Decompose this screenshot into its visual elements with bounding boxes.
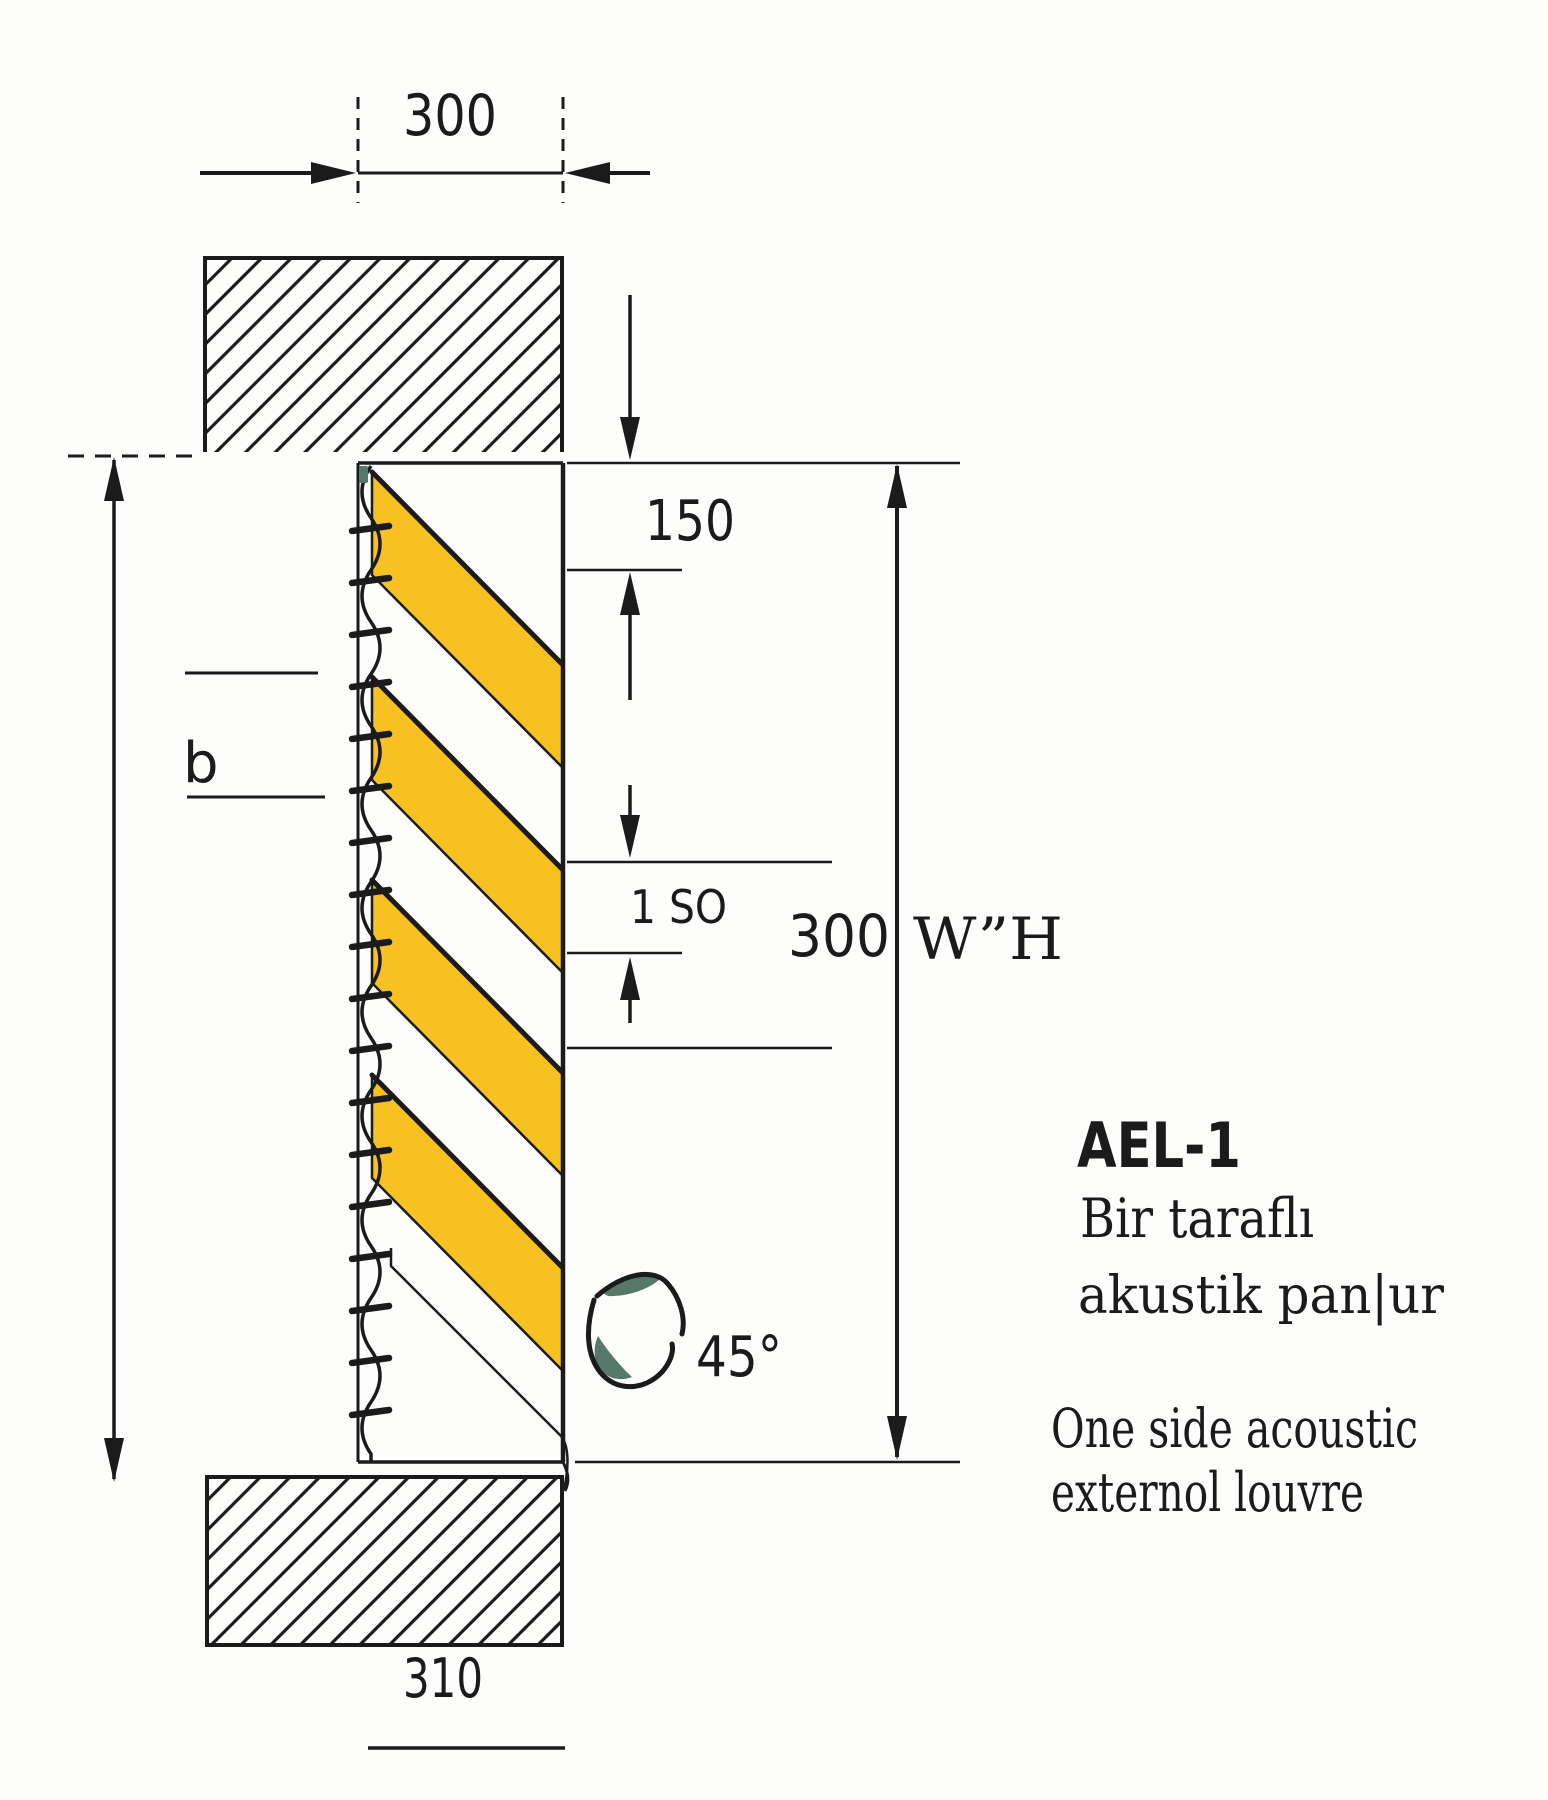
section-b-label [183,673,325,797]
title-turkish-line1: Bir taraflı [1080,1187,1314,1250]
left-height-dimension [104,457,124,1482]
top-width-dimension [200,83,650,203]
item-code: AEL-1 [1077,1109,1241,1182]
arrowhead-up-icon [620,957,640,1000]
dimension-label-opening-width: 300 [403,83,497,149]
blade-angle-annotation [391,1248,782,1490]
title-english-line2: externol louvre [1051,1461,1364,1524]
dimension-label-module-height: 300 [788,902,890,970]
wall-hatch [205,258,562,452]
arrowhead-up-icon [104,457,124,501]
bottom-sill-block [207,1477,565,1748]
sill-hatch [207,1477,562,1645]
dimension-label-blade-pitch: 1 SO [630,880,727,934]
louvre-blades [372,472,562,1370]
arrowhead-down-icon [620,417,640,460]
arrowhead-down-icon [887,1416,907,1460]
dimension-label-overall-height: W”H [913,905,1063,973]
arrowhead-up-icon [887,464,907,508]
arrowhead-right-icon [311,162,356,184]
top-wall-block [205,258,562,452]
arrowhead-down-icon [620,815,640,858]
title-turkish-line2: akustik pan|ur [1078,1266,1445,1326]
top-gasket-accent [359,466,368,483]
blade-spacing-dimensions [567,295,890,1048]
title-english-line1: One side acoustic [1051,1397,1418,1460]
b-label: b [183,731,219,796]
arrowhead-up-icon [620,572,640,615]
angle-label: 45° [696,1325,782,1390]
arrowhead-left-icon [565,162,610,184]
dimension-label-sill-width: 310 [403,1647,483,1710]
dimension-label-top-offset: 150 [645,489,735,554]
annotation-text-block [1051,1109,1444,1524]
arrowhead-down-icon [104,1438,124,1482]
